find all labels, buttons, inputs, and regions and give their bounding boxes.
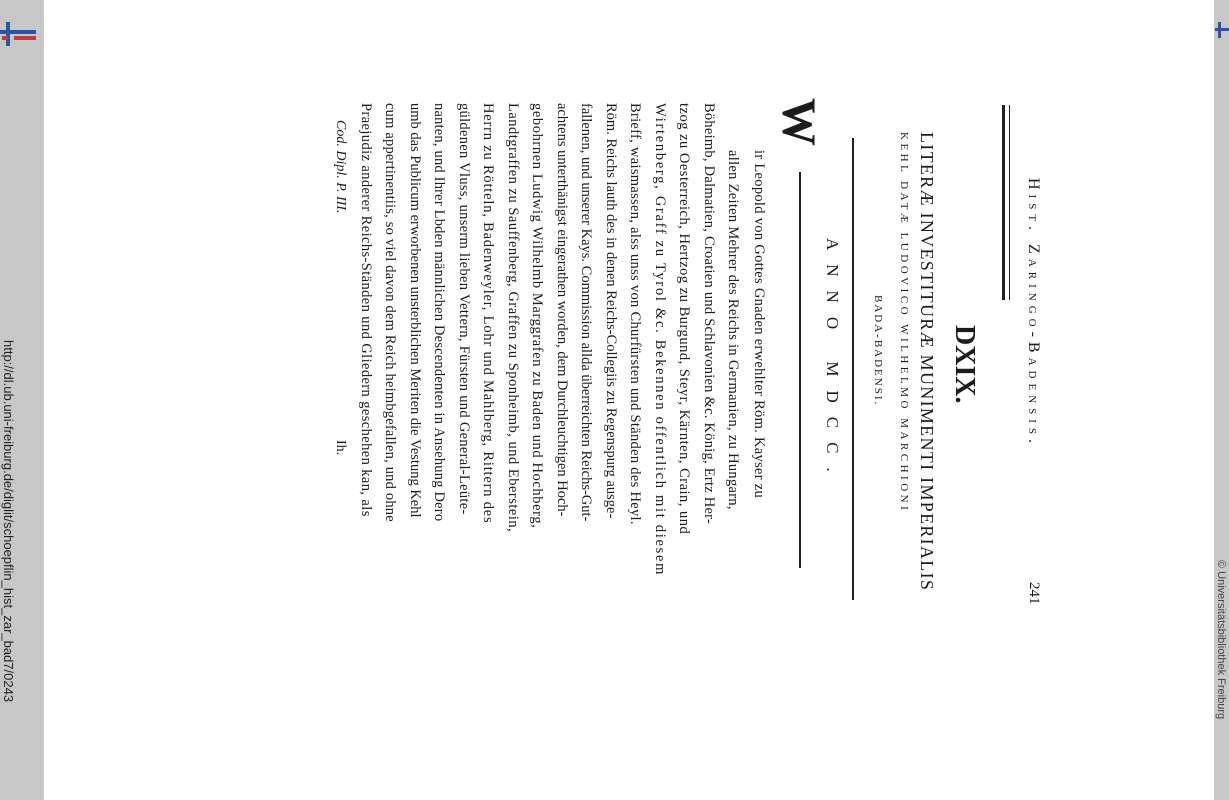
library-logo-icon — [0, 22, 40, 52]
running-head: Hist. Zaringo-Badensis. — [1025, 178, 1042, 449]
copyright-notice — [0, 560, 1, 748]
body-line: Brieff, waismassen, alss unss von Churfürsten und Ständen des Heyl. — [627, 103, 643, 525]
body-line: ir Leopold von Gottes Gnaden erwehlter Röm. Kayser zu — [751, 150, 767, 499]
body-line: tzog zu Oesterreich, Hertzog zu Burgund, Steyr, Kärnten, Crain, und — [676, 103, 692, 535]
body-line: umb das Publicum erworbenen unsterblichen Meriten die Vestung Kehl — [407, 103, 423, 518]
document-number: DXIX. — [949, 325, 980, 404]
body-line: fallenen, und unserer Kays. Commission allda überreichten Reichs-Gut- — [578, 103, 594, 522]
body-line: allen Zeiten Mehrer des Reichs in Germanien, zu Hungarn, — [725, 150, 741, 510]
title-divider-rule — [852, 138, 854, 600]
year-line: ANNO MDCC. — [823, 238, 842, 486]
library-logo-icon-small — [1215, 22, 1229, 42]
body-line: Praejudiz anderer Reichs-Ständen und Gliedern geschehen kan, als — [358, 103, 374, 517]
title-line-2: KEHL DATÆ LUDOVICO WILHELMO MARCHIONI — [898, 132, 910, 514]
body-line: Böheimb, Dalmatien, Croatien und Schlavonien &c. König, Ertz Her- — [701, 103, 717, 525]
header-rule-inner — [1009, 105, 1010, 300]
body-line: Herrn zu Rötteln, Badenweyler, Lohr und Mahlberg, Rittern des — [480, 103, 496, 524]
body-line: gebohrnen Ludwig Wilhelmb Marggrafen zu Baden und Hochberg, — [529, 103, 545, 529]
body-line: nanten, und Ihrer Lbden männlichen Descendenten in Ansehung Dero — [431, 103, 447, 522]
viewer-left-margin — [0, 0, 44, 800]
scanned-page — [44, 0, 1214, 800]
header-rule-outer — [1002, 105, 1005, 300]
page-number: 241 — [1026, 582, 1042, 605]
page-url[interactable]: http://dl.ub.uni-freiburg.de/diglit/schoepflin_hist_zar_bad7/0243 — [1, 340, 16, 703]
title-line-1: LITERÆ INVESTITURÆ MUNIMENTI IMPERIALIS — [917, 132, 937, 592]
footnote: Cod. Dipl. P. III. — [333, 120, 348, 214]
body-line: güldenen Vluss, unserm lieben Vettern, Fürsten und General-Leüte- — [456, 103, 472, 515]
body-line: Röm. Reichs lauth des in denen Reichs-Collegiis zu Regenspurg ausge- — [603, 103, 619, 519]
catchword: Ih. — [333, 440, 348, 456]
text-divider-rule — [799, 172, 801, 568]
right-margin-notice: © Universitätsbibliothek Freiburg — [1215, 560, 1227, 720]
body-line: cum appertinentiis, so viel davon dem Reich heimbgefallen, und ohne — [382, 103, 398, 522]
body-line: Wirtenberg, Graff zu Tyrol &c. Bekennen offentlich mit diesem — [652, 103, 668, 577]
title-line-3: BADA-BADENSI. — [872, 295, 884, 407]
viewer-right-margin — [1214, 0, 1229, 800]
drop-initial: W — [772, 98, 825, 146]
body-line: achtens unterthänigst eingerathen worden, dem Durchleuchtigen Hoch- — [554, 103, 570, 517]
body-line: Landtgraffen zu Sauffenberg, Graffen zu Sponheimb, und Eberstein, — [505, 103, 521, 533]
